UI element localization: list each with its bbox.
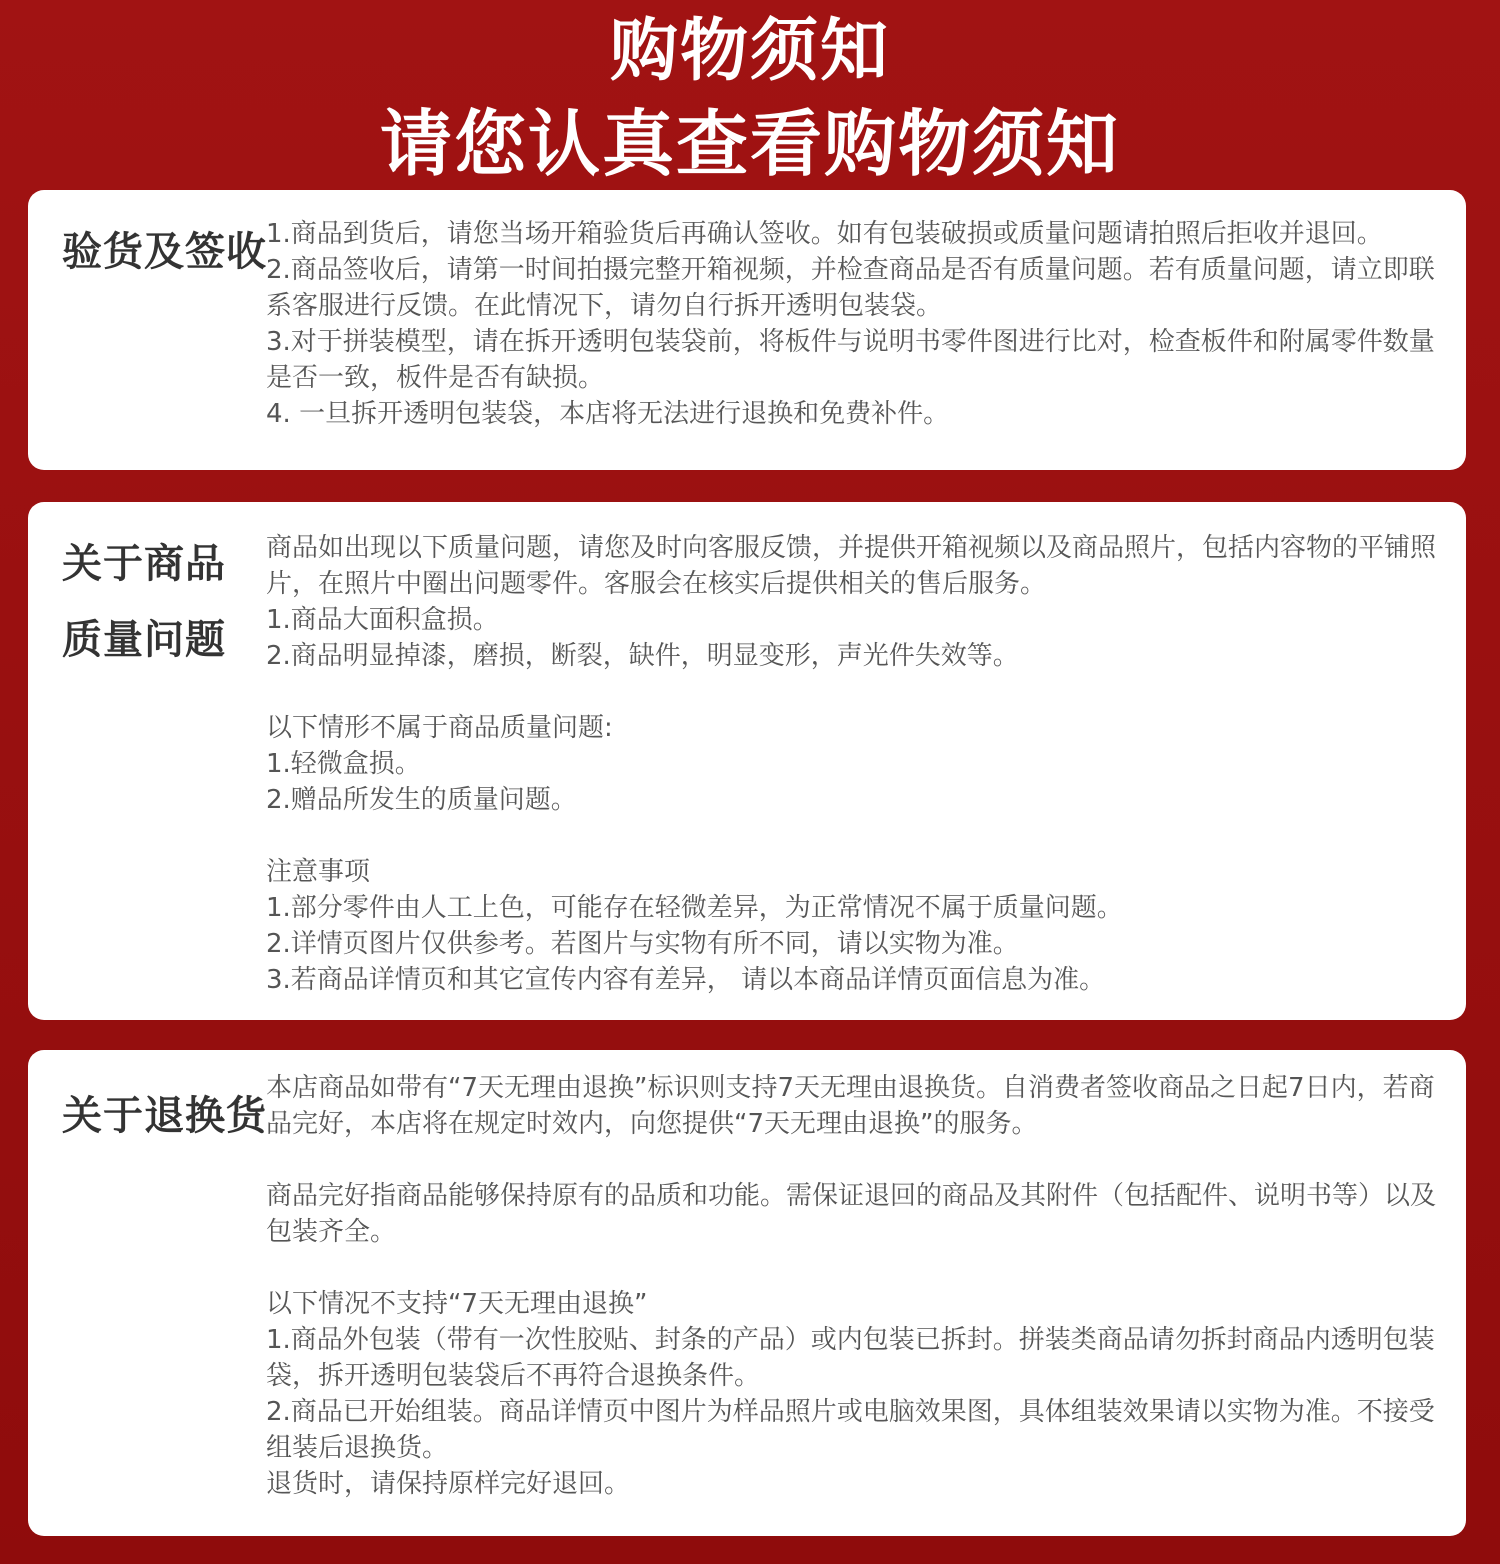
page-title: 购物须知 [609, 12, 890, 91]
section-heading-line: 质量问题 [62, 617, 226, 663]
page-subtitle: 请您认真查看购物须知 [379, 102, 1120, 186]
section-returns-card [28, 1050, 1466, 1536]
section-body [266, 216, 1452, 432]
spacer [266, 1142, 1452, 1178]
section-line: 注意事项 [266, 857, 371, 887]
section-line: 3.对于拼装模型，请在拆开透明包装袋前，将板件与说明书零件图进行比对，检查板件和附属零件数量是否一致，板件是否有缺损。 [266, 327, 1435, 393]
section-line: 2.商品明显掉漆，磨损，断裂，缺件，明显变形，声光件失效等。 [266, 641, 1019, 671]
spacer [266, 674, 1452, 710]
section-line: 2.商品签收后，请第一时间拍摄完整开箱视频，并检查商品是否有质量问题。若有质量问题，请立即联系客服进行反馈。在此情况下，请勿自行拆开透明包装袋。 [266, 255, 1435, 321]
section-inspection-card [28, 190, 1466, 470]
section-line: 1.部分零件由人工上色，可能存在轻微差异，为正常情况不属于质量问题。 [266, 893, 1123, 923]
section-heading-line: 验货及签收 [62, 229, 267, 275]
section-body [266, 530, 1452, 998]
section-line: 2.详情页图片仅供参考。若图片与实物有所不同，请以实物为准。 [266, 929, 1019, 959]
section-quality-card [28, 502, 1466, 1020]
section-heading [62, 526, 226, 678]
section-body [266, 1070, 1452, 1502]
section-line: 1.轻微盒损。 [266, 749, 421, 779]
spacer [266, 818, 1452, 854]
section-heading [62, 214, 267, 290]
section-line: 本店商品如带有“7天无理由退换”标识则支持7天无理由退换货。自消费者签收商品之日起7日内，若商品完好，本店将在规定时效内，向您提供“7天无理由退换”的服务。 [266, 1073, 1435, 1139]
section-line: 退货时，请保持原样完好退回。 [266, 1469, 631, 1499]
spacer [266, 1250, 1452, 1286]
section-line: 3.若商品详情页和其它宣传内容有差异， 请以本商品详情页面信息为准。 [266, 965, 1106, 995]
section-line: 2.赠品所发生的质量问题。 [266, 785, 577, 815]
section-line: 2.商品已开始组装。商品详情页中图片为样品照片或电脑效果图，具体组装效果请以实物为准。不接受组装后退换货。 [266, 1397, 1435, 1463]
section-line: 1.商品外包装（带有一次性胶贴、封条的产品）或内包装已拆封。拼装类商品请勿拆封商品内透明包装袋，拆开透明包装袋后不再符合退换条件。 [266, 1325, 1435, 1391]
section-heading-line: 关于退换货 [62, 1093, 267, 1139]
section-line: 以下情况不支持“7天无理由退换” [266, 1289, 648, 1319]
section-heading-line: 关于商品 [62, 541, 226, 587]
section-line: 以下情形不属于商品质量问题: [266, 713, 613, 743]
section-line: 1.商品大面积盒损。 [266, 605, 499, 635]
section-heading [62, 1078, 267, 1154]
section-line: 1.商品到货后，请您当场开箱验货后再确认签收。如有包装破损或质量问题请拍照后拒收并退回。 [266, 219, 1383, 249]
section-line: 商品完好指商品能够保持原有的品质和功能。需保证退回的商品及其附件（包括配件、说明书等）以及包装齐全。 [266, 1181, 1437, 1247]
section-line: 4. 一旦拆开透明包装袋，本店将无法进行退换和免费补件。 [266, 399, 950, 429]
section-line: 商品如出现以下质量问题，请您及时向客服反馈，并提供开箱视频以及商品照片，包括内容物的平铺照片，在照片中圈出问题零件。客服会在核实后提供相关的售后服务。 [266, 533, 1437, 599]
